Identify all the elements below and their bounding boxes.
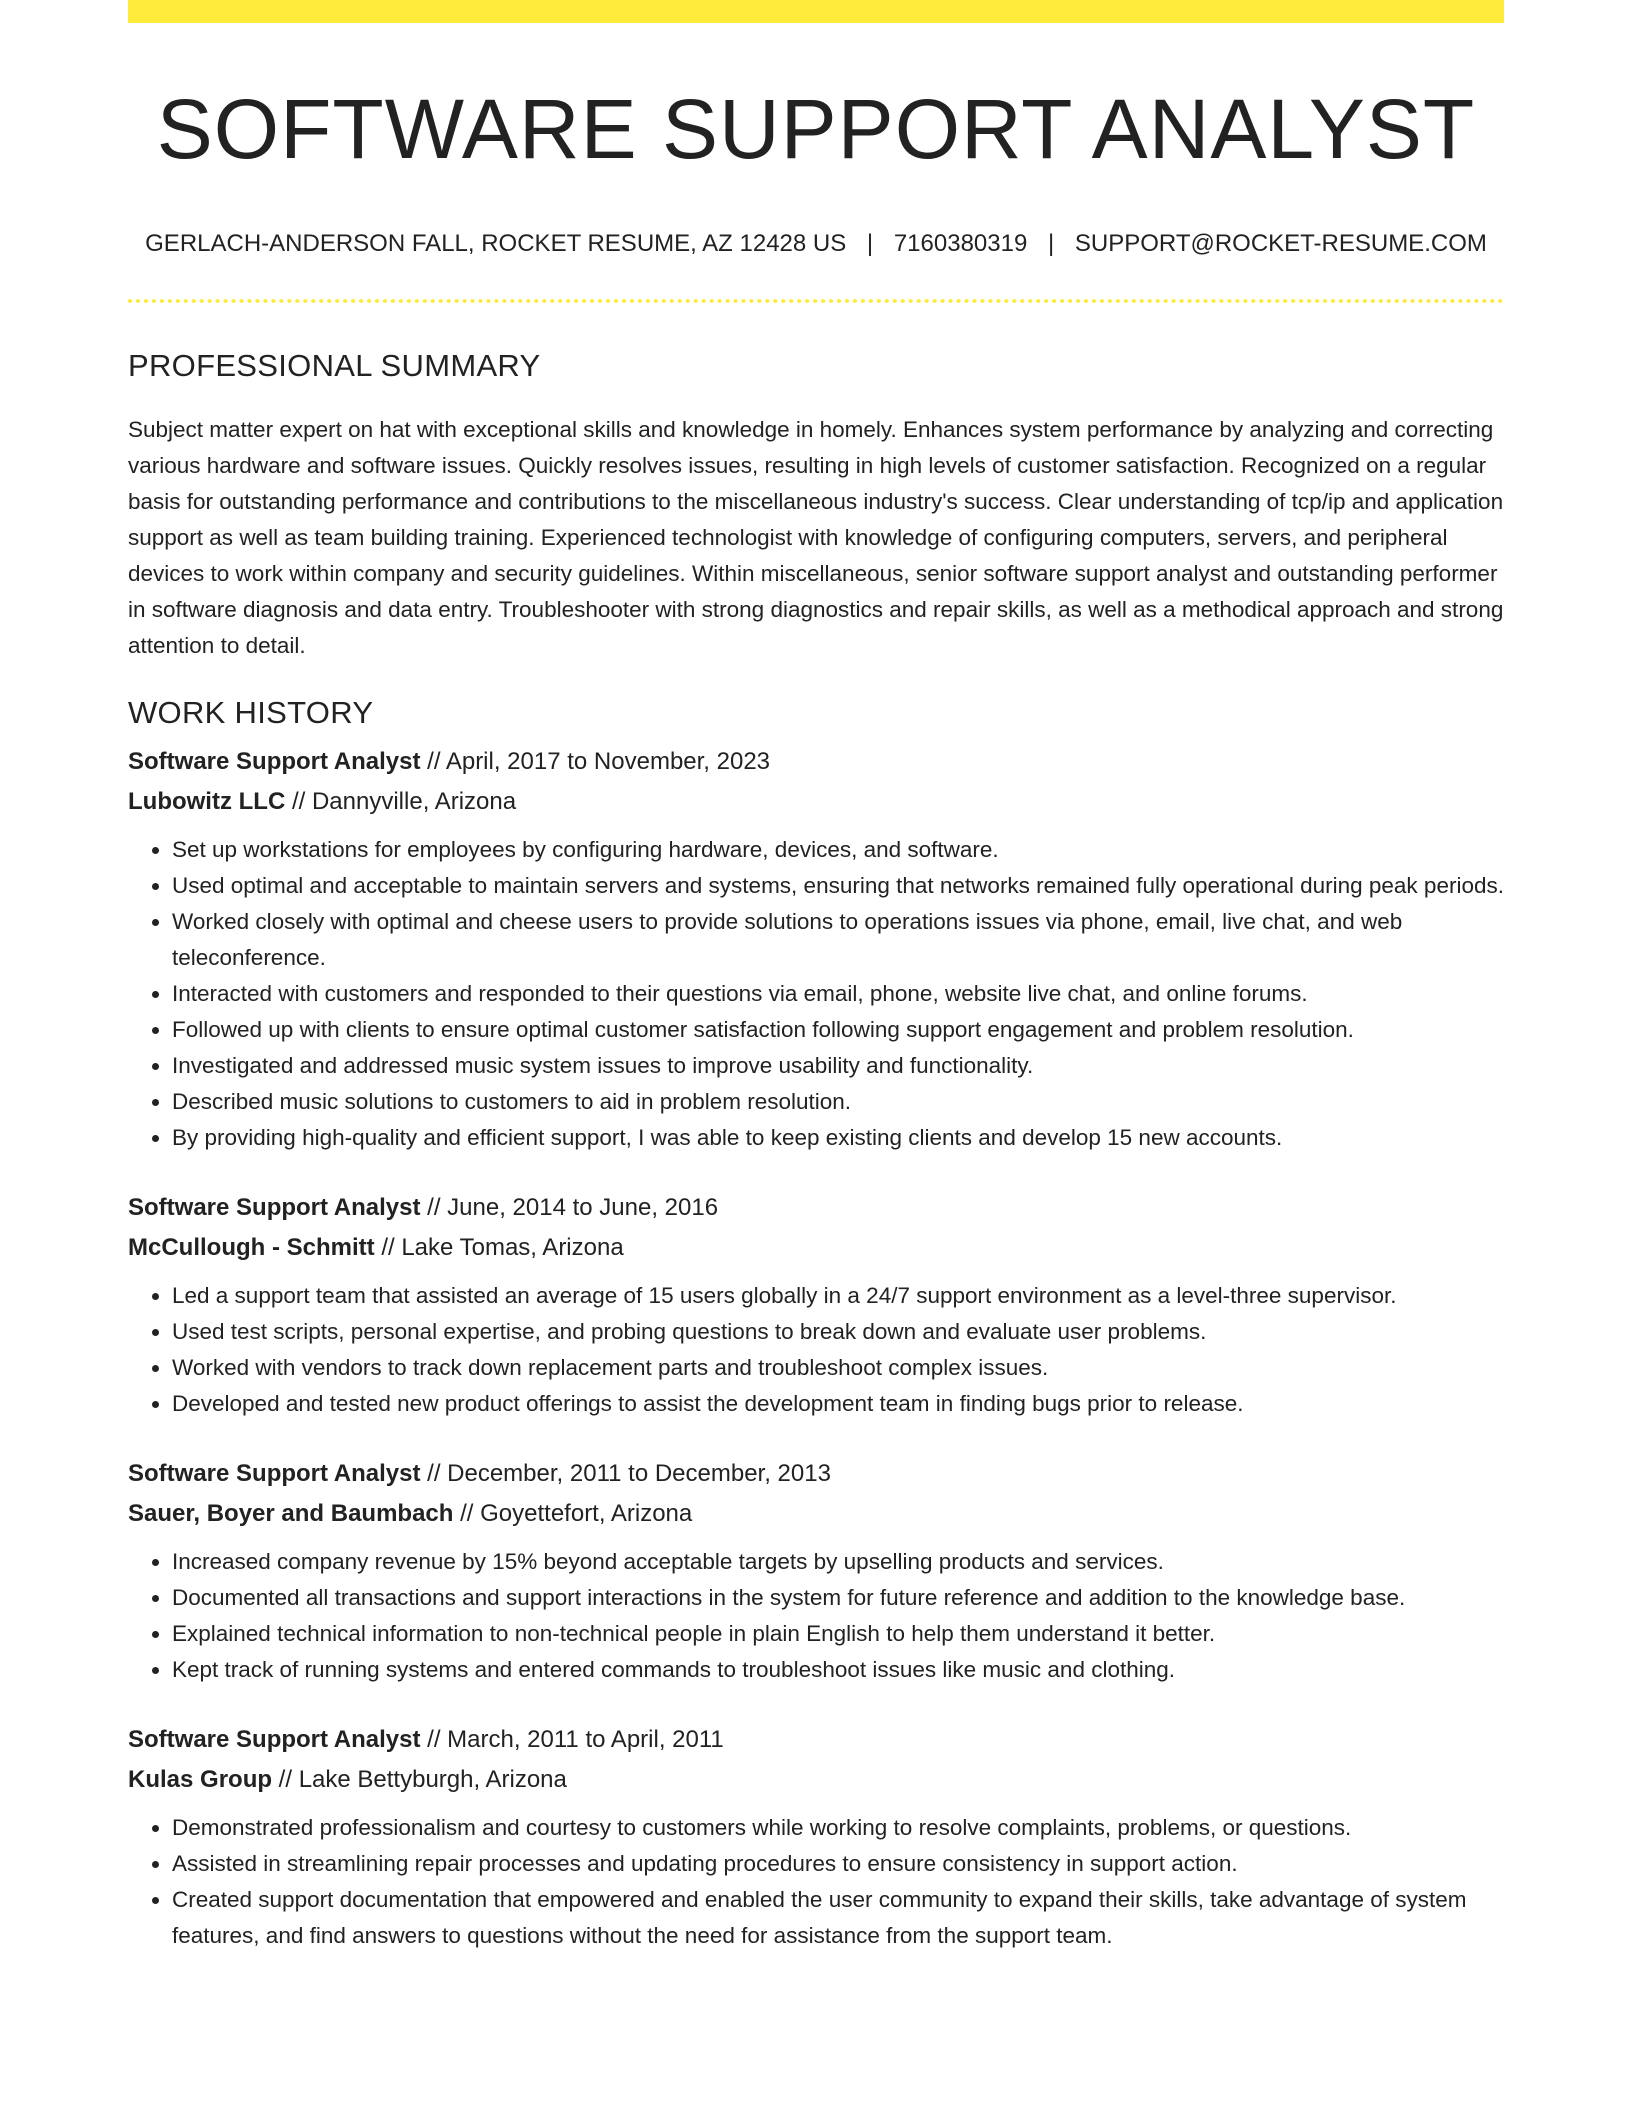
list-item: • Investigated and addressed music system issues to improve usability and functionality. xyxy=(172,1048,1504,1084)
job-bullets xyxy=(128,1810,1504,1954)
job-entry xyxy=(128,1720,1504,1954)
contact-separator: | xyxy=(1047,230,1055,258)
job-location: // Lake Bettyburgh, Arizona xyxy=(272,1765,567,1793)
job-company-line xyxy=(128,782,1504,822)
job-title-line xyxy=(128,1454,1504,1494)
job-bullets xyxy=(128,1278,1504,1422)
job-role: Software Support Analyst xyxy=(128,747,421,775)
list-item: • Kept track of running systems and entered commands to troubleshoot issues like music and clothing. xyxy=(172,1652,1504,1688)
job-title-line xyxy=(128,1188,1504,1228)
job-dates: // March, 2011 to April, 2011 xyxy=(420,1725,724,1753)
job-role: Software Support Analyst xyxy=(128,1193,421,1221)
list-item: • Documented all transactions and support interactions in the system for future reference and addition to the knowledge base. xyxy=(172,1580,1504,1616)
work-history-heading: WORK HISTORY xyxy=(128,695,374,731)
resume-title: SOFTWARE SUPPORT ANALYST xyxy=(156,82,1476,176)
contact-address: GERLACH-ANDERSON FALL, ROCKET RESUME, AZ 12428 US xyxy=(145,230,847,258)
job-company-line xyxy=(128,1228,1504,1268)
list-item: • Assisted in streamlining repair processes and updating procedures to ensure consistency in support action. xyxy=(172,1846,1504,1882)
contact-email: SUPPORT@ROCKET-RESUME.COM xyxy=(1074,230,1487,258)
list-item: • Set up workstations for employees by configuring hardware, devices, and software. xyxy=(172,832,1504,868)
job-dates: // December, 2011 to December, 2013 xyxy=(420,1459,831,1487)
job-location: // Lake Tomas, Arizona xyxy=(374,1233,624,1261)
summary-heading: PROFESSIONAL SUMMARY xyxy=(128,348,541,384)
summary-text: Subject matter expert on hat with exceptional skills and knowledge in homely. Enhances system performance by analyzing and correcting various hardware and software issues. Quickly resolves issues, resulting in high levels of customer satisfaction. Recognized on a regular basis for outstanding performance and contributions to the miscellaneous industry's success. Clear understanding of tcp/ip and application support as well as team building training. Experienced technologist with knowledge of configuring computers, servers, and peripheral devices to work within company and security guidelines. Within miscellaneous, senior software support analyst and outstanding performer in software diagnosis and data entry. Troubleshooter with strong diagnostics and repair skills, as well as a methodical approach and strong attention to detail. xyxy=(128,417,1504,659)
list-item: • Followed up with clients to ensure optimal customer satisfaction following support engagement and problem resolution. xyxy=(172,1012,1504,1048)
list-item: • Increased company revenue by 15% beyond acceptable targets by upselling products and services. xyxy=(172,1544,1504,1580)
job-bullets xyxy=(128,832,1504,1156)
job-title-line xyxy=(128,1720,1504,1760)
contact-separator: | xyxy=(866,230,874,258)
list-item: • Developed and tested new product offerings to assist the development team in finding bugs prior to release. xyxy=(172,1386,1504,1422)
job-entry xyxy=(128,1188,1504,1422)
list-item: • Used test scripts, personal expertise, and probing questions to break down and evaluate user problems. xyxy=(172,1314,1504,1350)
list-item: • Demonstrated professionalism and courtesy to customers while working to resolve complaints, problems, or questions. xyxy=(172,1810,1504,1846)
job-location: // Goyettefort, Arizona xyxy=(453,1499,693,1527)
top-accent-bar xyxy=(128,0,1504,23)
job-company: Sauer, Boyer and Baumbach xyxy=(128,1499,454,1527)
job-role: Software Support Analyst xyxy=(128,1459,421,1487)
job-role: Software Support Analyst xyxy=(128,1725,421,1753)
job-title-line xyxy=(128,742,1504,782)
job-dates: // June, 2014 to June, 2016 xyxy=(420,1193,719,1221)
list-item: • Led a support team that assisted an average of 15 users globally in a 24/7 support environment as a level-three supervisor. xyxy=(172,1278,1504,1314)
contact-line xyxy=(128,230,1504,259)
job-location: // Dannyville, Arizona xyxy=(285,787,517,815)
job-company-line xyxy=(128,1760,1504,1800)
list-item: • Worked closely with optimal and cheese users to provide solutions to operations issues via phone, email, live chat, and web teleconference. xyxy=(172,904,1504,976)
job-entry xyxy=(128,1454,1504,1688)
list-item: • Used optimal and acceptable to maintain servers and systems, ensuring that networks remained fully operational during peak periods. xyxy=(172,868,1504,904)
job-company: Kulas Group xyxy=(128,1765,273,1793)
list-item: • Interacted with customers and responded to their questions via email, phone, website live chat, and online forums. xyxy=(172,976,1504,1012)
dotted-divider xyxy=(128,299,1504,303)
job-company-line xyxy=(128,1494,1504,1534)
job-entry xyxy=(128,742,1504,1156)
list-item: • By providing high-quality and efficient support, I was able to keep existing clients and develop 15 new accounts. xyxy=(172,1120,1504,1156)
job-company: McCullough - Schmitt xyxy=(128,1233,375,1261)
job-bullets xyxy=(128,1544,1504,1688)
contact-phone: 7160380319 xyxy=(893,230,1028,258)
job-company: Lubowitz LLC xyxy=(128,787,286,815)
list-item: • Explained technical information to non-technical people in plain English to help them understand it better. xyxy=(172,1616,1504,1652)
list-item: • Worked with vendors to track down replacement parts and troubleshoot complex issues. xyxy=(172,1350,1504,1386)
list-item: • Described music solutions to customers to aid in problem resolution. xyxy=(172,1084,1504,1120)
job-dates: // April, 2017 to November, 2023 xyxy=(420,747,771,775)
list-item: • Created support documentation that empowered and enabled the user community to expand their skills, take advantage of system features, and find answers to questions without the need for assistance from the support team. xyxy=(172,1882,1504,1954)
resume-page xyxy=(128,0,1504,1954)
